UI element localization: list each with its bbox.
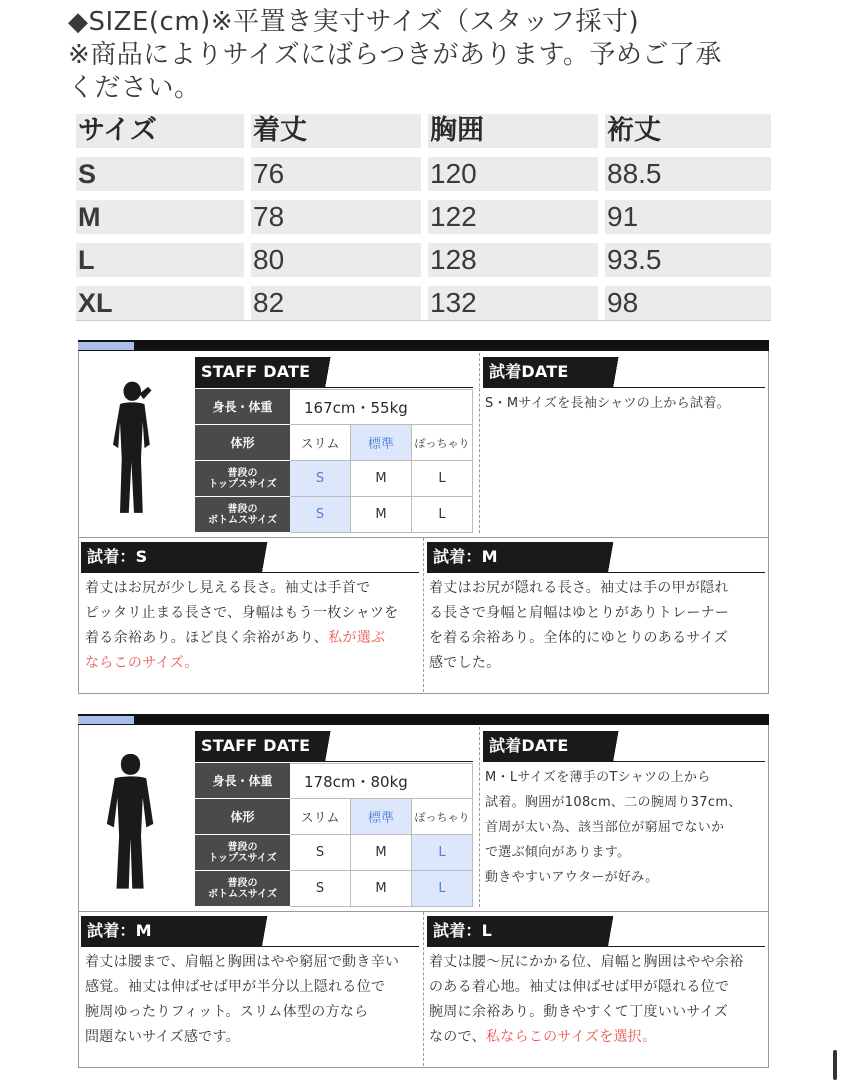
trial-line: 首周が太い為、該当部位が窮屈でないか	[485, 820, 725, 835]
header-length: 着丈	[251, 114, 421, 148]
body-type-option: ぽっちゃり	[412, 799, 473, 835]
trial-line: で選ぶ傾向があります。	[485, 845, 631, 860]
chest-value: 120	[428, 157, 598, 191]
sleeve-value: 88.5	[605, 157, 771, 191]
height-weight-label: 身長・体重	[195, 389, 290, 425]
text-line: 問題ないサイズ感です。	[85, 1029, 241, 1045]
body-type-row	[195, 799, 473, 835]
table-row	[76, 157, 771, 200]
size-table-header	[76, 114, 771, 157]
fit-left-text	[85, 950, 425, 1050]
label-line: ボトムスサイズ	[208, 888, 277, 900]
staff-date-label: STAFF DATE	[195, 357, 355, 387]
chest-value: 132	[428, 286, 598, 320]
staff-date-underline	[195, 387, 473, 388]
intro-line-1: ◆SIZE(cm)※平置き実寸サイズ（スタッフ採寸)	[68, 7, 640, 37]
body-type-option: スリム	[290, 799, 351, 835]
header-size: サイズ	[76, 114, 244, 148]
height-weight-row	[195, 389, 473, 425]
fit-right-text	[429, 950, 769, 1050]
sleeve-value: 91	[605, 200, 771, 234]
fit-left-underline	[81, 946, 419, 947]
size-option: L	[412, 497, 473, 533]
label-line: ボトムスサイズ	[208, 514, 277, 526]
tops-size-row-label	[195, 835, 290, 871]
highlight-text: 私が選ぶ	[328, 630, 386, 646]
size-option: L	[412, 835, 473, 871]
trial-line: 試着。胸囲が108cm、二の腕周り37cm、	[485, 795, 742, 810]
size-option: S	[290, 835, 351, 871]
height-weight-value: 178cm・80kg	[290, 763, 473, 799]
bottoms-size-row	[195, 497, 473, 533]
person-silhouette-icon	[99, 741, 169, 905]
fit-right-label: 試着：L	[427, 916, 649, 946]
fit-left-text	[85, 576, 425, 676]
size-option: S	[290, 871, 351, 907]
fitting-section	[79, 911, 768, 1067]
label-line: 普段の	[227, 467, 258, 479]
card-top-accent	[78, 342, 134, 350]
tops-size-row	[195, 461, 473, 497]
upper-separator	[479, 727, 480, 907]
text-line: 腕周ゆったりフィット。スリム体型の方なら	[85, 1004, 369, 1020]
size-label: S	[76, 157, 244, 191]
bottoms-size-row-label	[195, 871, 290, 907]
text-line: 感でした。	[429, 655, 501, 671]
table-row	[76, 200, 771, 243]
size-option: S	[290, 461, 351, 497]
height-weight-row	[195, 763, 473, 799]
length-value: 82	[251, 286, 421, 320]
text-line: なので、私ならこのサイズを選択。	[429, 1029, 657, 1045]
fit-right-label: 試着：M	[427, 542, 649, 572]
text-line: 着る余裕あり。ほど良く余裕があり、私が選ぶ	[85, 630, 386, 646]
label-line: 普段の	[227, 503, 258, 515]
length-value: 80	[251, 243, 421, 277]
trial-line: M・Lサイズを薄手のTシャツの上から	[485, 770, 711, 785]
intro-line-2: ※商品によりサイズにばらつきがあります。予めご了承	[68, 40, 722, 70]
trial-date-text	[485, 765, 767, 890]
size-option: L	[412, 871, 473, 907]
label-line: トップスサイズ	[208, 852, 277, 864]
fit-left-underline	[81, 572, 419, 573]
trial-date-label: 試着DATE	[483, 357, 643, 387]
sleeve-value: 93.5	[605, 243, 771, 277]
body-type-option: ぽっちゃり	[412, 425, 473, 461]
text-line: る長さで身幅と肩幅はゆとりがありトレーナー	[429, 605, 730, 621]
staff-data-grid	[195, 763, 473, 907]
staff-data-grid	[195, 389, 473, 533]
text-line: 感覚。袖丈は伸ばせば甲が半分以上隠れる位で	[85, 979, 386, 995]
size-table	[76, 114, 771, 329]
text-line: ピッタリ止まる長さで、身幅はもう一枚シャツを	[85, 605, 399, 621]
header-sleeve: 裄丈	[605, 114, 771, 148]
text-line: 着丈は腰〜尻にかかる位、肩幅と胸囲はやや余裕	[429, 954, 744, 970]
highlight-text: ならこのサイズ。	[85, 655, 199, 671]
size-label: L	[76, 243, 244, 277]
size-option: M	[351, 461, 412, 497]
chest-value: 128	[428, 243, 598, 277]
chest-value: 122	[428, 200, 598, 234]
table-row	[76, 286, 771, 329]
body-type-label: 体形	[195, 799, 290, 835]
label-line: トップスサイズ	[208, 478, 277, 490]
size-option: M	[351, 871, 412, 907]
body-type-label: 体形	[195, 425, 290, 461]
text-line: のある着心地。袖丈は伸ばせば甲が隠れる位で	[429, 979, 730, 995]
size-label: XL	[76, 286, 244, 320]
body-type-row	[195, 425, 473, 461]
bottoms-size-row	[195, 871, 473, 907]
size-option: S	[290, 497, 351, 533]
text-line: 着丈は腰まで、肩幅と胸囲はやや窮屈で動き辛い	[85, 954, 400, 970]
scrollbar[interactable]	[833, 1050, 837, 1080]
staff-date-underline	[195, 761, 473, 762]
staff-date-label: STAFF DATE	[195, 731, 355, 761]
text-line: を着る余裕あり。全体的にゆとりのあるサイズ	[429, 630, 729, 646]
text-line: 着丈はお尻が少し見える長さ。袖丈は手首で	[85, 580, 371, 596]
fit-right-underline	[427, 572, 765, 573]
trial-date-label: 試着DATE	[483, 731, 643, 761]
size-option: M	[351, 835, 412, 871]
size-option: L	[412, 461, 473, 497]
length-value: 76	[251, 157, 421, 191]
card-top-bar	[78, 714, 769, 725]
fit-right-text	[429, 576, 769, 676]
staff-card	[78, 714, 769, 1068]
tops-size-row-label	[195, 461, 290, 497]
trial-date-underline	[483, 387, 765, 388]
fit-left-label: 試着：S	[81, 542, 303, 572]
person-silhouette-icon	[99, 367, 169, 531]
card-top-bar	[78, 340, 769, 351]
trial-line: S・Mサイズを長袖シャツの上から試着。	[485, 396, 730, 411]
label-line: 普段の	[227, 841, 258, 853]
body-type-option: 標準	[351, 799, 412, 835]
size-option: M	[351, 497, 412, 533]
highlight-text: 私ならこのサイズを選択。	[485, 1029, 657, 1045]
trial-line: 動きやすいアウターが好み。	[485, 870, 659, 885]
table-row	[76, 243, 771, 286]
text-line	[85, 651, 425, 676]
header-chest: 胸囲	[428, 114, 598, 148]
text-line: 腕周に余裕あり。動きやすくて丁度いいサイズ	[429, 1004, 729, 1020]
bottoms-size-row-label	[195, 497, 290, 533]
label-line: 普段の	[227, 877, 258, 889]
fitting-section	[79, 537, 768, 693]
body-type-option: スリム	[290, 425, 351, 461]
table-divider	[76, 320, 771, 321]
length-value: 78	[251, 200, 421, 234]
height-weight-value: 167cm・55kg	[290, 389, 473, 425]
card-top-accent	[78, 716, 134, 724]
text-line: 着丈はお尻が隠れる長さ。袖丈は手の甲が隠れ	[429, 580, 729, 596]
intro-line-3: ください。	[68, 73, 201, 103]
height-weight-label: 身長・体重	[195, 763, 290, 799]
intro-text	[68, 6, 838, 105]
size-label: M	[76, 200, 244, 234]
fit-left-label: 試着：M	[81, 916, 303, 946]
trial-date-text	[485, 391, 767, 416]
tops-size-row	[195, 835, 473, 871]
upper-separator	[479, 353, 480, 533]
staff-card	[78, 340, 769, 694]
fit-right-underline	[427, 946, 765, 947]
body-type-option: 標準	[351, 425, 412, 461]
sleeve-value: 98	[605, 286, 771, 320]
trial-date-underline	[483, 761, 765, 762]
